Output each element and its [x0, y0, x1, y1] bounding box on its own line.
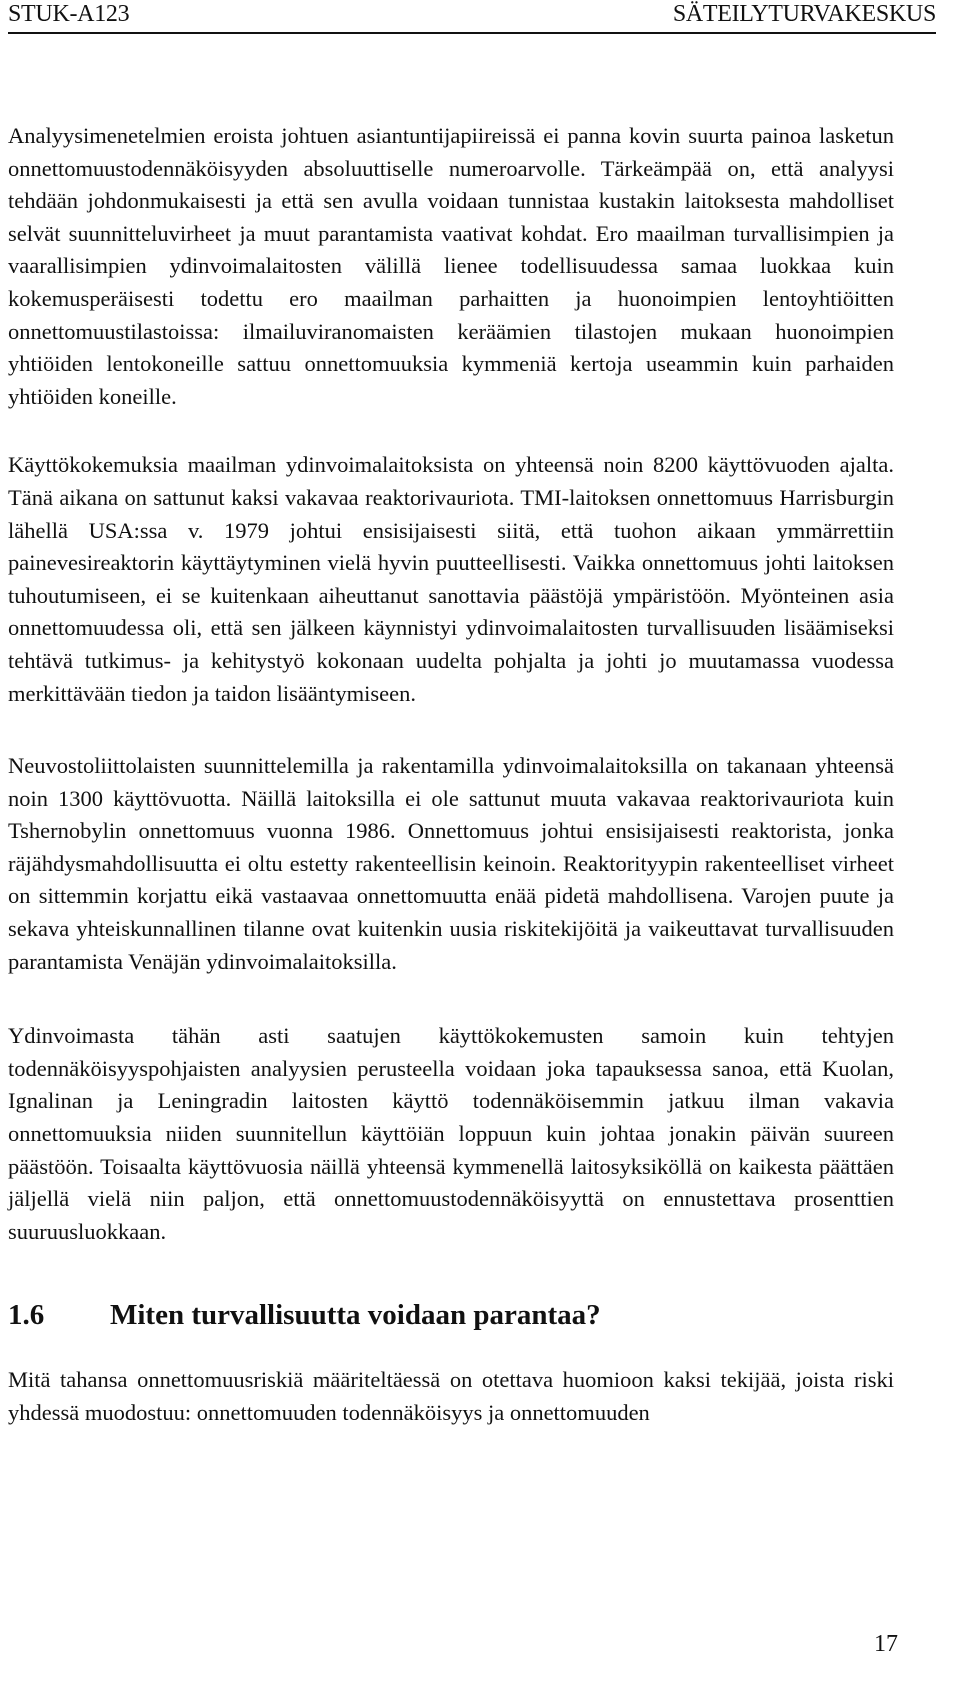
body-paragraph-2: Käyttökokemuksia maailman ydinvoimalaitoksista on yhteensä noin 8200 käyttövuoden ajalta. Tänä aikana on sattunut kaksi vakavaa reaktorivauriota. TMI-laitoksen onnettomuus Harrisburgin lähellä USA:ssa v. 1979 johtui ensisijaisesti siitä, että tuohon aikaan ymmärrettiin painevesireaktorin käyttäytyminen vielä hyvin puutteellisesti. Vaikka onnettomuus johti laitoksen tuhoutumiseen, ei se kuitenkaan aiheuttanut sanottavia päästöjä ympäristöön. Myönteinen asia onnettomuudessa oli, että sen jälkeen käynnistyi ydinvoimalaitosten turvallisuuden lisäämiseksi tehtävä tutkimus- ja kehitystyö kokonaan uudelta pohjalta ja johti jo muutamassa vuodessa merkittävään tiedon ja taidon lisääntymiseen.	[8, 452, 894, 706]
document-code: STUK-A123	[8, 1, 130, 27]
section-number: 1.6	[8, 1299, 45, 1332]
body-paragraph-1: Analyysimenetelmien eroista johtuen asiantuntijapiireissä ei panna kovin suurta painoa lasketun onnettomuustodennäköisyyden absoluuttiselle numeroarvolle. Tärkeämpää on, että analyysi tehdään johdonmukaisesti ja että sen avulla voidaan tunnistaa kustakin laitoksesta mahdolliset selvät suunnitteluvirheet ja muut parantamista vaativat kohdat. Ero maailman turvallisimpien ja vaarallisimpien ydinvoimalaitosten välillä lienee todellisuudessa samaa luokkaa kuin kokemusperäisesti todettu ero maailman parhaitten ja huonoimpien lentoyhtiöitten onnettomuustilastoissa: ilmailuviranomaisten keräämien tilastojen mukaan huonoimpien yhtiöiden lentokoneille sattuu onnettomuuksia kymmeniä kertoja useammin kuin parhaiden yhtiöiden koneille.	[8, 123, 894, 409]
document-body	[8, 120, 894, 1430]
body-paragraph-4: Ydinvoimasta tähän asti saatujen käyttökokemusten samoin kuin tehtyjen todennäköisyyspohjaisten analyysien perusteella voidaan joka tapauksessa sanoa, että Kuolan, Ignalinan ja Leningradin laitosten käyttö todennäköisemmin jatkuu ilman vakavia onnettomuuksia niiden suunnitellun käyttöiän loppuun kuin johtaa jonakin päivän suureen päästöön. Toisaalta käyttövuosia näillä yhteensä kymmenellä laitosyksiköllä on kaikesta päättäen jäljellä vielä niin paljon, että onnettomuustodennäköisyyttä on ennustettava prosenttien suuruusluokkaan.	[8, 1023, 894, 1244]
section-heading	[8, 1298, 894, 1332]
section-intro-paragraph: Mitä tahansa onnettomuusriskiä määriteltäessä on otettava huomioon kaksi tekijää, joista riski yhdessä muodostuu: onnettomuuden todennäköisyys ja onnettomuuden	[8, 1367, 894, 1425]
organization-name: SÄTEILYTURVAKESKUS	[672, 1, 936, 27]
page-header	[8, 2, 936, 34]
section-title: Miten turvallisuutta voidaan parantaa?	[110, 1299, 601, 1332]
body-paragraph-3: Neuvostoliittolaisten suunnittelemilla ja rakentamilla ydinvoimalaitoksilla on takanaan yhteensä noin 1300 käyttövuotta. Näillä laitoksilla ei ole sattunut muuta vakavaa reaktorivauriota kuin Tshernobylin onnettomuus vuonna 1986. Onnettomuus johtui ensisijaisesti reaktorista, jonka räjähdysmahdollisuutta ei oltu estetty rakenteellisin keinoin. Reaktorityypin rakenteelliset virheet on sittemmin korjattu eikä vastaavaa onnettomuutta enää pidetä mahdollisena. Varojen puute ja sekava yhteiskunnallinen tilanne ovat kuitenkin uusia riskitekijöitä ja vaikeuttavat turvallisuuden parantamista Venäjän ydinvoimalaitoksilla.	[8, 753, 894, 974]
page-number: 17	[874, 1631, 898, 1657]
